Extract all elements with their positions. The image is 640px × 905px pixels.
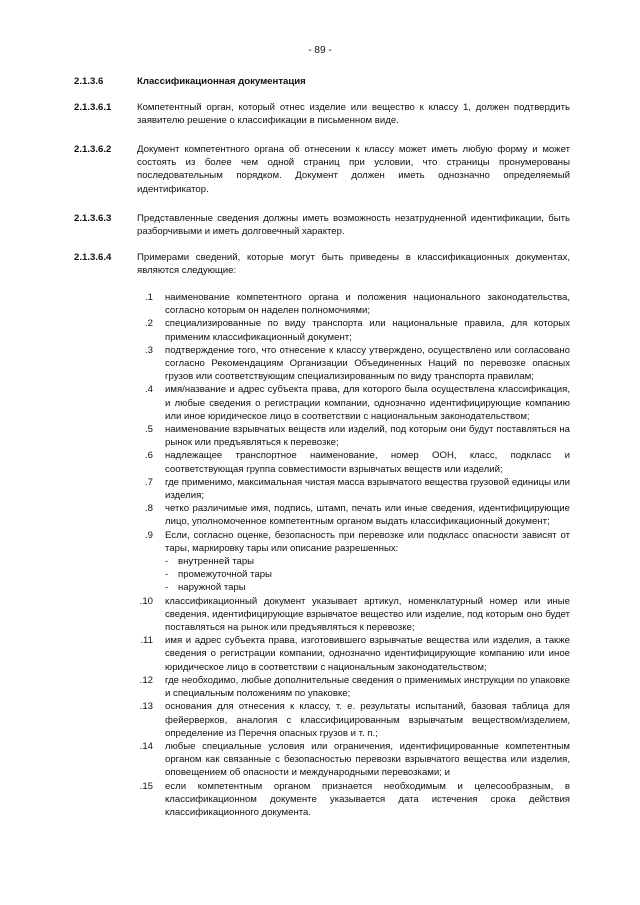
list-item (137, 291, 570, 317)
section-heading: Классификационная документация (137, 76, 306, 87)
section-number: 2.1.3.6.4 (74, 252, 112, 263)
item-number: .10 (139, 595, 153, 607)
sub-item-text: внутренней тары (178, 556, 255, 568)
list-item (137, 634, 570, 674)
list-item (137, 449, 570, 475)
section-text: Примерами сведений, которые могут быть приведены в классификационных документах, являются следующие: (137, 252, 570, 277)
list-item (137, 700, 570, 740)
item-number: .15 (139, 780, 153, 792)
section-2-1-3-6-1 (74, 101, 570, 127)
list-item (137, 674, 570, 700)
list-item (137, 529, 570, 595)
section-2-1-3-6 (74, 75, 570, 88)
item-number: .2 (144, 318, 153, 330)
item-number: .4 (144, 384, 153, 396)
item-text: где необходимо, любые дополнительные сведения о применимых инструкции по упаковке и специальным положениям по упаковке; (165, 674, 570, 700)
list-item (137, 595, 570, 635)
item-text: основания для отнесения к классу, т. е. результаты испытаний, базовая таблица для фейерверков, аналогия с классифицированным взрывчатым веществом/изделием, определение из Перечня опасных грузов и т. п.; (165, 701, 570, 739)
section-number: 2.1.3.6.3 (74, 213, 112, 224)
item-text: если компетентным органом признается необходимым и целесообразным, в классификационном документе указывается дата истечения срока действия классификационного документа. (165, 780, 570, 818)
dash-marker: - (165, 582, 169, 594)
item-number: .8 (144, 503, 153, 515)
item-number: .12 (139, 674, 153, 686)
item-text: любые специальные условия или ограничения, идентифицированные компетентным органом как связанные с безопасностью перевозки взрывчатого вещества или изделия, оповещением об опасности и международными перевозками; и (165, 740, 570, 779)
item-number: .1 (144, 292, 153, 303)
item-number: .3 (144, 344, 153, 356)
sub-list-item (165, 555, 570, 568)
item-text: Если, согласно оценке, безопасность при перевозке или подкласс опасности зависят от тары, маркировку тары или описание разрешенных: (165, 529, 570, 554)
section-text: Компетентный орган, который отнес изделие или вещество к классу 1, должен подтвердить заявителю решение о классификации в письменном виде. (137, 102, 570, 127)
item-text: имя и адрес субъекта права, изготовившего взрывчатые вещества или изделия, а также сведения о регистрации компании, однозначно идентифицирующие компанию или иное юридическое лицо в соответствии с национальным законодательством; (165, 635, 570, 673)
dash-marker: - (165, 569, 169, 581)
item-text: специализированные по виду транспорта или национальные правила, для которых применим классификационный документ; (165, 318, 570, 343)
section-2-1-3-6-2 (74, 143, 570, 196)
sub-item-text: промежуточной тары (178, 569, 272, 581)
list-item (137, 780, 570, 820)
item-number: .11 (140, 635, 153, 647)
item-text: наименование взрывчатых веществ или изделий, под которым они будут поставляться на рынок или предъявляться к перевозке; (165, 424, 570, 449)
item-number: .7 (144, 476, 153, 488)
section-2-1-3-6-4 (74, 251, 570, 277)
list-item (137, 317, 570, 343)
item-number: .9 (144, 529, 153, 541)
section-text: Представленные сведения должны иметь возможность незатрудненной идентификации, быть разборчивыми и иметь долговечный характер. (137, 213, 570, 238)
section-text: Документ компетентного органа об отнесении к классу может иметь любую форму и может состоять из более чем одной страниц при условии, что страницы пронумерованы последовательным порядком. Документ должен иметь однозначно определяемый идентификатор. (137, 144, 570, 195)
item-text: наименование компетентного органа и положения национального законодательства, согласно которым он наделен полномочиями; (165, 292, 570, 317)
item-text: надлежащее транспортное наименование, номер ООН, класс, подкласс и соответствующая группа совместимости взрывчатых веществ или изделий; (165, 450, 570, 475)
list-item (137, 476, 570, 502)
item-text: классификационный документ указывает артикул, номенклатурный номер или иные сведения, идентифицирующие взрывчатое вещество или изделие, под которым оно будет поставляться на рынок или предъявляться к перевозке; (165, 595, 570, 634)
examples-list (137, 291, 570, 819)
section-number: 2.1.3.6.2 (74, 144, 112, 155)
item-number: .13 (139, 701, 153, 713)
page-number: - 89 - (308, 45, 332, 56)
list-item (137, 383, 570, 423)
section-number: 2.1.3.6.1 (74, 102, 112, 113)
section-number: 2.1.3.6 (74, 76, 104, 87)
item-text: имя/название и адрес субъекта права, для которого была осуществлена классификация, и любые сведения о регистрации компании, однозначно идентифицирующие компанию или иное юридическое лицо в соответствии с национальным законодательством; (165, 384, 570, 422)
list-item (137, 502, 570, 528)
section-2-1-3-6-3 (74, 212, 570, 238)
item-text: четко различимые имя, подпись, штамп, печать или иные сведения, идентифицирующие лицо, уполномоченное компетентным органом выдать классификационный документ; (165, 503, 570, 528)
dash-marker: - (165, 556, 169, 568)
item-number: .6 (144, 450, 153, 462)
item-number: .5 (144, 424, 153, 436)
item-text: где применимо, максимальная чистая масса взрывчатого вещества грузовой единицы или изделия; (165, 476, 570, 502)
sub-list-item (165, 568, 570, 581)
list-item (137, 344, 570, 384)
sub-list-item (165, 581, 570, 594)
list-item (137, 423, 570, 449)
item-number: .14 (139, 740, 153, 752)
item-text: подтверждение того, что отнесение к классу утверждено, осуществлено или согласовано согласно Рекомендациям Организации Объединенных Наций по перевозке опасных грузов или соответствующим специализированным по виду транспорта правилам; (165, 344, 570, 383)
list-item (137, 740, 570, 780)
sub-item-text: наружной тары (178, 582, 246, 594)
